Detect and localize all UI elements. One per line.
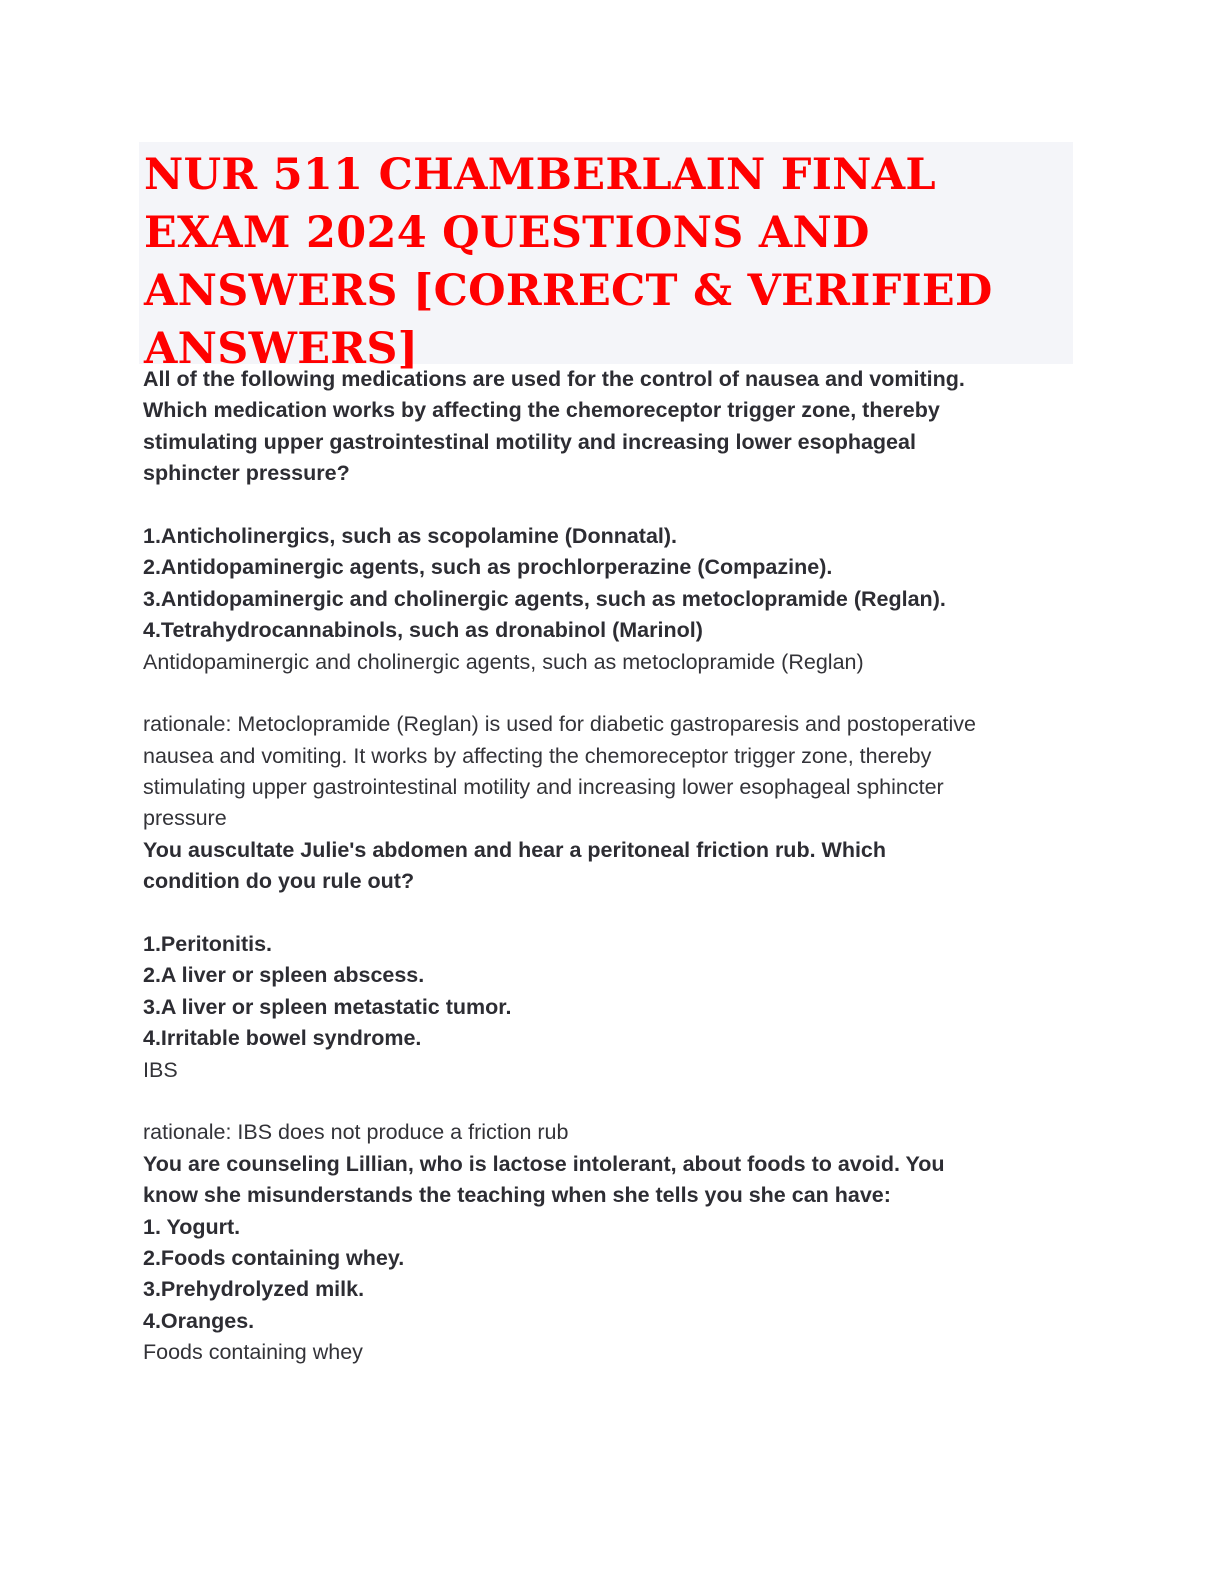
question-text: All of the following medications are used for the control of nausea and vomiting.	[143, 367, 965, 391]
title-line: EXAM 2024 QUESTIONS AND	[144, 208, 870, 258]
answer-option: 1.Anticholinergics, such as scopolamine (Donnatal).	[143, 523, 678, 548]
correct-answer: Foods containing whey	[143, 1340, 363, 1365]
question-text: sphincter pressure?	[143, 461, 350, 486]
question-text: stimulating upper gastrointestinal motility and increasing lower esophageal	[143, 429, 916, 454]
question-text: condition do you rule out?	[143, 869, 415, 894]
correct-answer: Antidopaminergic and cholinergic agents, such as metoclopramide (Reglan)	[143, 649, 864, 674]
answer-option: 2.Foods containing whey.	[143, 1245, 405, 1270]
question-text: You auscultate Julie's abdomen and hear a peritoneal friction rub. Which	[143, 837, 887, 862]
document-title	[144, 146, 1069, 378]
rationale-text: pressure	[143, 806, 227, 831]
answer-option: 3.Prehydrolyzed milk.	[143, 1277, 365, 1302]
question-block	[143, 1149, 1083, 1369]
rationale-text: rationale: IBS does not produce a friction rub	[143, 1120, 569, 1145]
rationale-text: stimulating upper gastrointestinal motility and increasing lower esophageal sphincter	[143, 775, 944, 800]
rationale-text: rationale: Metoclopramide (Reglan) is used for diabetic gastroparesis and postoperative	[143, 712, 976, 737]
answer-option: 1. Yogurt.	[143, 1214, 241, 1239]
title-line: NUR 511 CHAMBERLAIN FINAL	[144, 150, 936, 200]
rationale-text: nausea and vomiting. It works by affecting the chemoreceptor trigger zone, thereby	[143, 743, 932, 768]
spacer	[143, 490, 1083, 521]
spacer	[143, 1086, 1083, 1117]
question-text: You are counseling Lillian, who is lactose intolerant, about foods to avoid. You	[143, 1151, 945, 1176]
answer-option: 2.Antidopaminergic agents, such as prochlorperazine (Compazine).	[143, 555, 833, 580]
answer-option: 4.Oranges.	[143, 1308, 255, 1333]
question-text: Which medication works by affecting the chemoreceptor trigger zone, thereby	[143, 398, 940, 423]
correct-answer: IBS	[143, 1057, 178, 1082]
answer-option: 4.Irritable bowel syndrome.	[143, 1026, 422, 1051]
question-block	[143, 835, 1083, 1149]
answer-option: 3.A liver or spleen metastatic tumor.	[143, 994, 512, 1019]
spacer	[143, 678, 1083, 709]
question-text: know she misunderstands the teaching when she tells you she can have:	[143, 1183, 891, 1208]
title-line: ANSWERS [CORRECT & VERIFIED	[144, 266, 993, 316]
question-block	[143, 364, 1083, 835]
answer-option: 1.Peritonitis.	[143, 932, 273, 957]
title-line: ANSWERS]	[144, 324, 419, 374]
spacer	[143, 898, 1083, 929]
answer-option: 3.Antidopaminergic and cholinergic agents, such as metoclopramide (Reglan).	[143, 586, 946, 611]
answer-option: 2.A liver or spleen abscess.	[143, 963, 425, 988]
answer-option: 4.Tetrahydrocannabinols, such as dronabinol (Marinol)	[143, 618, 703, 643]
document-body	[143, 364, 1083, 1369]
